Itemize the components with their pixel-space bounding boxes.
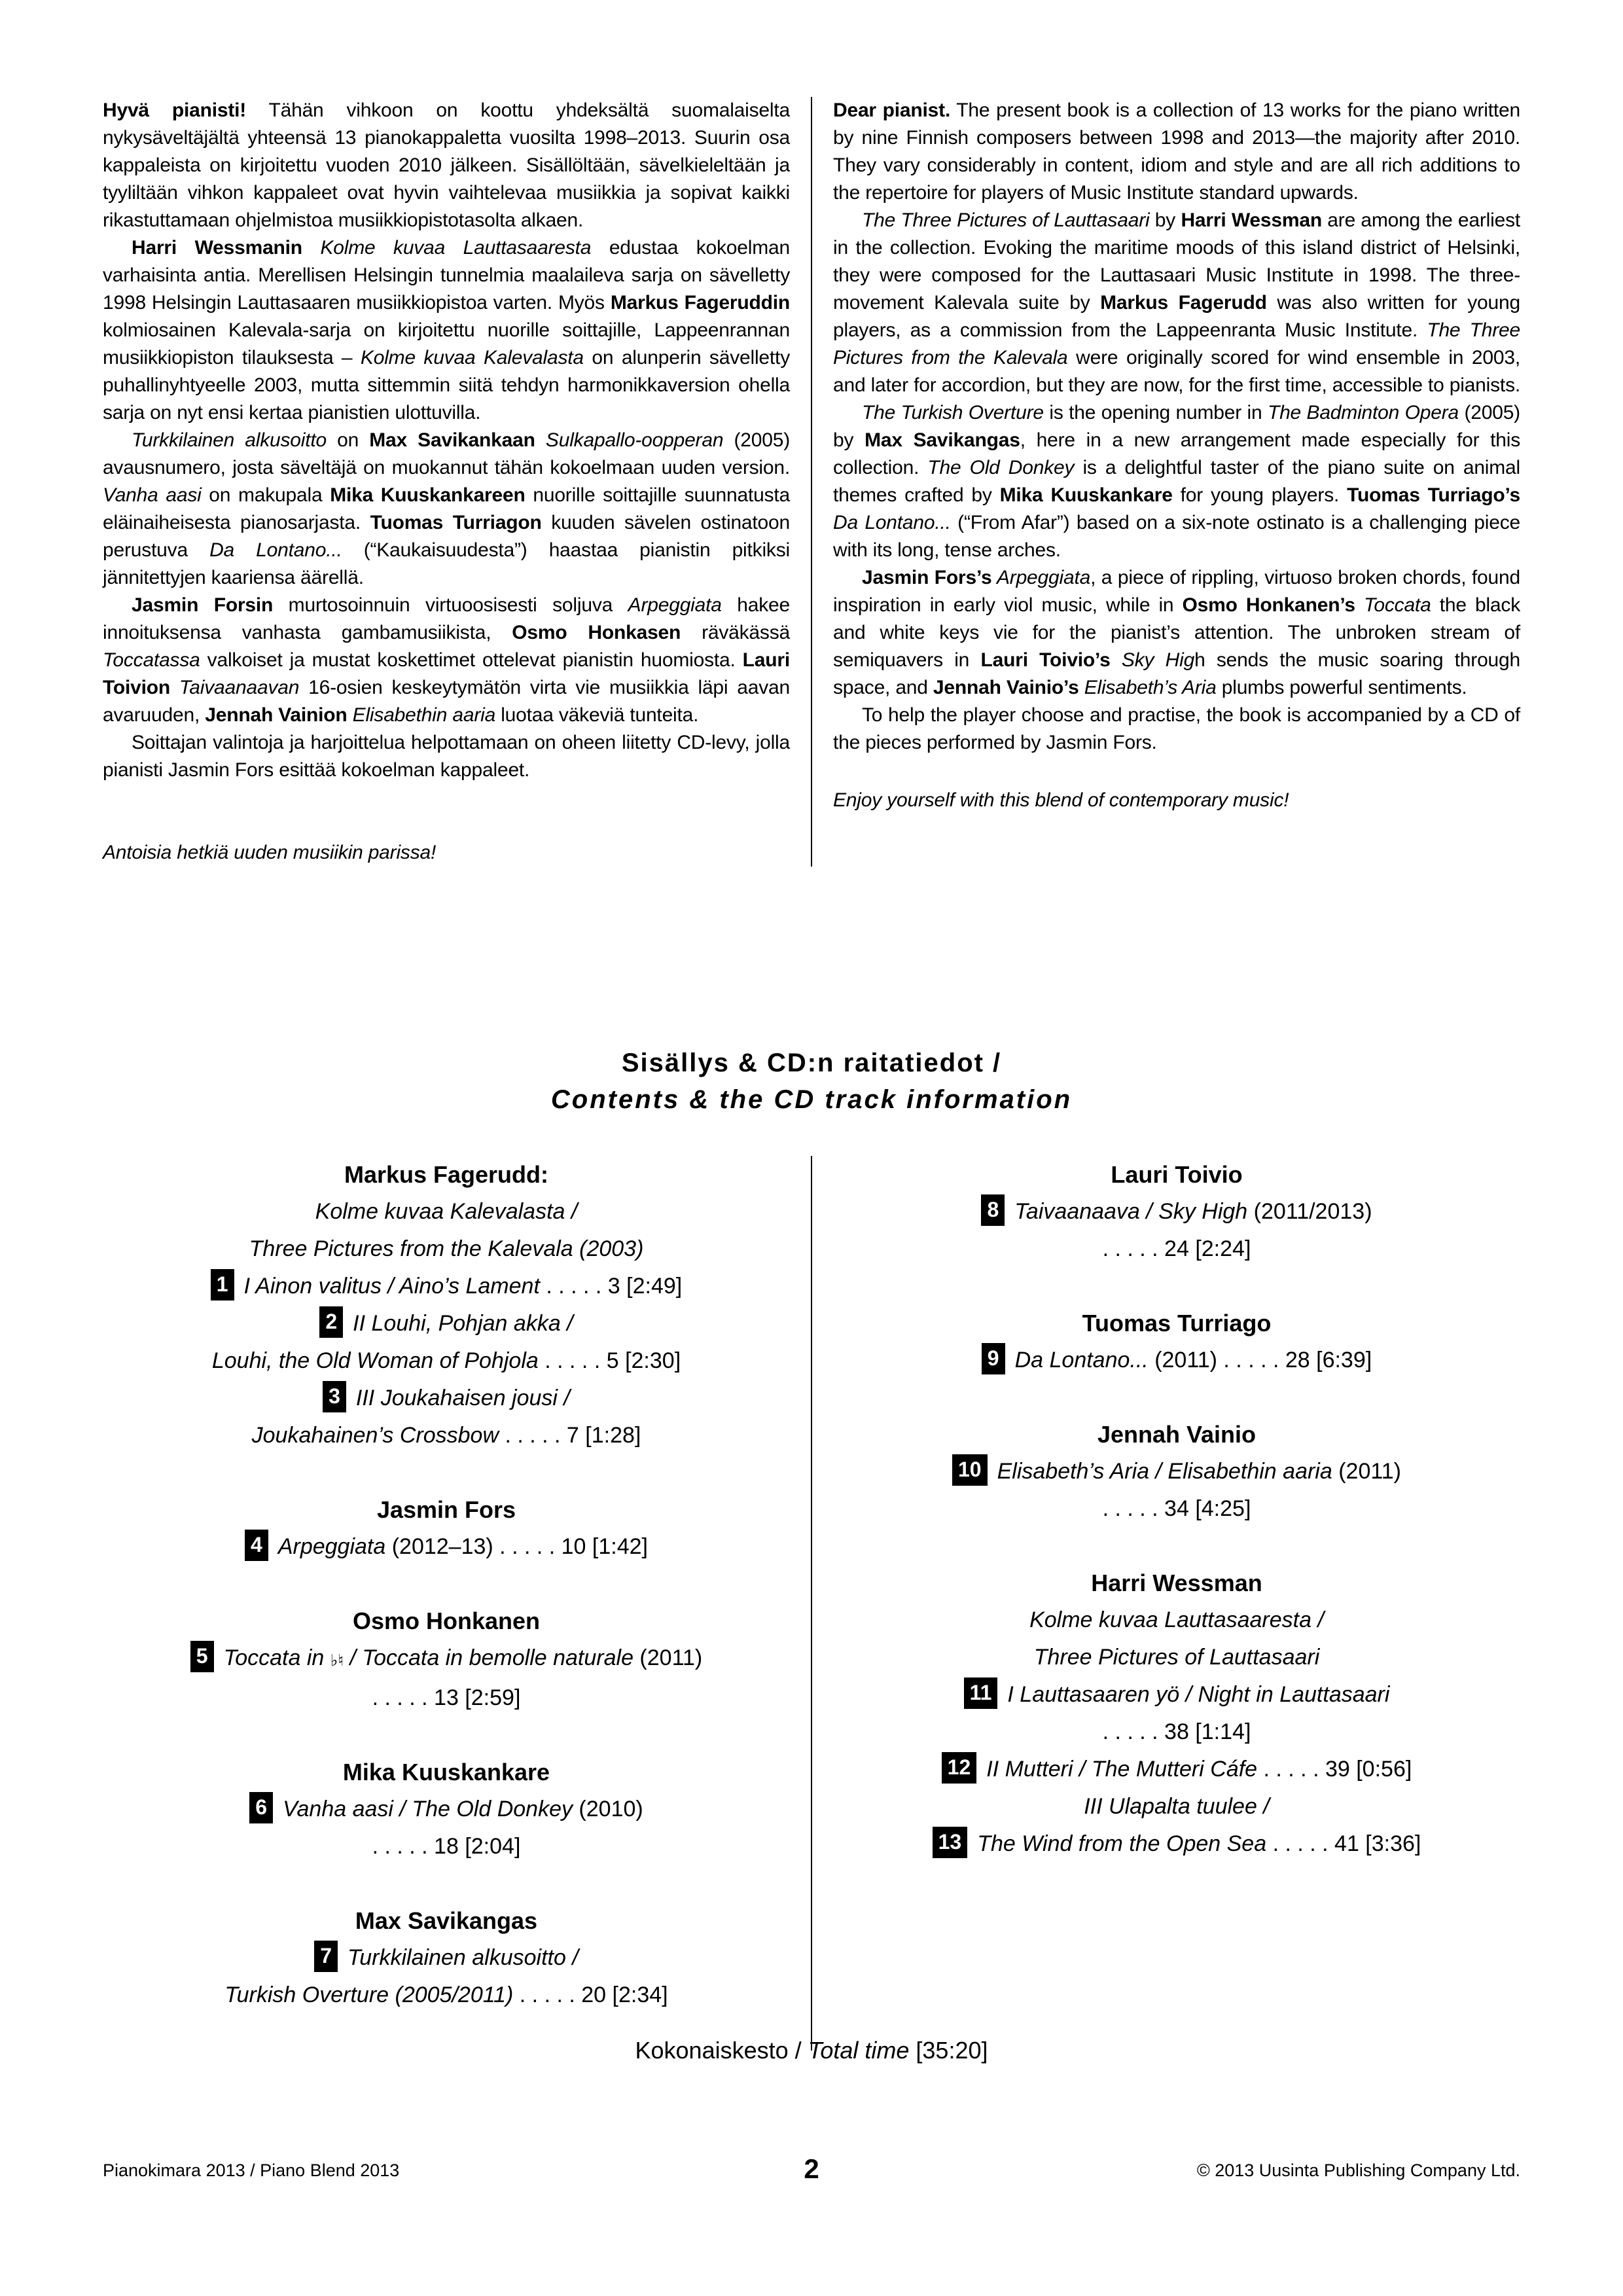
track-line-continued: . . . . . 18 [2:04]	[372, 1833, 521, 1859]
finnish-column	[103, 97, 790, 867]
track-line	[833, 1193, 1520, 1230]
paragraph: To help the player choose and practise, the book is accompanied by a CD of the pieces performed by Jasmin Fors.	[833, 704, 1520, 753]
track-line	[103, 1380, 790, 1417]
track-number-badge: 2	[319, 1306, 343, 1338]
track-title: II Mutteri / The Mutteri Cáfe . . . . . 39 [0:56]	[986, 1757, 1412, 1782]
footer-book-title: Pianokimara 2013 / Piano Blend 2013	[103, 2161, 400, 2180]
composer-group	[833, 1416, 1520, 1528]
track-title: I Ainon valitus / Aino’s Lament . . . . . 3 [2:49]	[243, 1274, 683, 1299]
suite-title-line: Three Pictures of Lauttasaari	[1033, 1645, 1320, 1670]
page-number: 2	[804, 2153, 819, 2184]
track-title: The Wind from the Open Sea . . . . . 41 [3:36]	[977, 1831, 1421, 1856]
composer-group	[833, 1304, 1520, 1379]
track-number-badge: 1	[211, 1269, 234, 1300]
track-number-badge: 10	[952, 1454, 988, 1486]
composer-group	[833, 1156, 1520, 1268]
composer-group	[103, 1902, 790, 2014]
page-footer	[103, 2147, 1520, 2186]
track-title: III Joukahaisen jousi /	[355, 1386, 570, 1410]
composer-name: Osmo Honkanen	[352, 1607, 541, 1634]
track-number-badge: 7	[314, 1941, 338, 1972]
composer-name: Jasmin Fors	[376, 1496, 516, 1523]
track-line	[103, 1791, 790, 1828]
paragraph: Turkkilainen alkusoitto on Max Savikankaan Sulkapallo-oopperan (2005) avausnumero, josta säveltäjä on muokannut tähän kokoelmaan uuden version. Vanha aasi on makupala Mika Kuuskankareen nuorille soittajille suunnatusta eläinaiheisesta pianosarjasta. Tuomas Turriagon kuuden sävelen ostinatoon perustuva Da Lontano... (“Kaukaisuudesta”) haastaa pianistin pitkiksi jännitettyjen kaariensa äärellä.	[103, 429, 791, 588]
paragraph: Jasmin Fors’s Arpeggiata, a piece of rippling, virtuoso broken chords, found inspiration in early viol music, while in Osmo Honkanen’s Toccata the black and white keys vie for the pianist’s attention. The unbroken stream of semiquavers in Lauri Toivio’s Sky High sends the music soaring through space, and Jennah Vainio’s Elisabeth’s Aria plumbs powerful sentiments.	[833, 567, 1521, 698]
track-title: Turkkilainen alkusoitto /	[348, 1945, 579, 1970]
track-line	[833, 1342, 1520, 1379]
composer-name: Max Savikangas	[355, 1907, 538, 1934]
track-title: Vanha aasi / The Old Donkey (2010)	[283, 1796, 643, 1821]
composer-group	[103, 1602, 790, 1717]
closing-line-finnish: Antoisia hetkiä uuden musiikin parissa!	[103, 842, 437, 863]
track-line	[833, 1676, 1520, 1713]
track-title: Taivaanaava / Sky High (2011/2013)	[1014, 1199, 1372, 1224]
composer-name: Markus Fagerudd:	[344, 1161, 549, 1188]
paragraph: Jasmin Forsin murtosoinnuin virtuoosisesti soljuva Arpeggiata hakee innoituksensa vanhasta gambamusiikista, Osmo Honkasen räväkässä Toccatassa valkoiset ja mustat koskettimet ottelevat pianistin huomiosta. Lauri Toivion Taivaanaavan 16-osien keskeytymätön virta vie musiikkia läpi aavan avaruuden, Jennah Vainion Elisabethin aaria luotaa väkeviä tunteita.	[103, 594, 790, 726]
english-column	[833, 97, 1520, 867]
track-line	[103, 1305, 790, 1342]
paragraph: Harri Wessmanin Kolme kuvaa Lauttasaaresta edustaa kokoelman varhaisinta antia. Merellisen Helsingin tunnelmia maalaileva sarja on sävelletty 1998 Helsingin Lauttasaaren musiikkiopistoa varten. Myös Markus Fageruddin kolmiosainen Kalevala-sarja on kirjoitettu nuorille soittajille, Lappeenrannan musiikkiopiston tilauksesta – Kolme kuvaa Kalevalasta on alunperin sävelletty puhallinyhtyeelle 2003, mutta sittemmin siitä tehdyn harmonikkaversion ohella sarja on nyt ensi kertaa pianistien ulottuvilla.	[103, 237, 790, 423]
track-line-continued: Joukahainen’s Crossbow . . . . . 7 [1:28]	[251, 1423, 641, 1448]
track-line	[833, 1751, 1520, 1788]
track-number-badge: 8	[981, 1194, 1005, 1226]
composer-group	[103, 1753, 790, 1865]
track-number-badge: 9	[982, 1343, 1005, 1374]
preface-section	[103, 97, 1520, 867]
suite-title-line: Three Pictures from the Kalevala (2003)	[249, 1236, 644, 1261]
paragraph: Soittajan valintoja ja harjoittelua helpottamaan on oheen liitetty CD-levy, jolla pianisti Jasmin Fors esittää kokoelman kappaleet.	[103, 732, 790, 781]
track-line-continued: . . . . . 13 [2:59]	[372, 1685, 521, 1710]
track-number-badge: 5	[190, 1641, 214, 1672]
column-divider	[811, 97, 812, 867]
track-number-badge: 13	[933, 1827, 968, 1858]
closing-line-english: Enjoy yourself with this blend of contemporary music!	[833, 789, 1289, 811]
composer-group	[833, 1564, 1520, 1863]
composer-group	[103, 1156, 790, 1454]
track-title: I Lauttasaaren yö / Night in Lauttasaari	[1007, 1682, 1390, 1707]
footer-copyright: © 2013 Uusinta Publishing Company Ltd.	[1196, 2161, 1520, 2180]
composer-name: Lauri Toivio	[1111, 1161, 1243, 1188]
contents-title-english: Contents & the CD track information	[550, 1085, 1073, 1114]
track-line	[103, 1640, 790, 1679]
track-line-continued: . . . . . 24 [2:24]	[1102, 1236, 1251, 1261]
track-number-badge: 6	[249, 1792, 273, 1823]
contents-right-column	[833, 1156, 1520, 2051]
track-number-badge: 12	[942, 1752, 977, 1784]
composer-name: Harri Wessman	[1091, 1570, 1262, 1596]
suite-title-line: III Ulapalta tuulee /	[1084, 1794, 1270, 1819]
track-title: II Louhi, Pohjan akka /	[353, 1311, 573, 1336]
track-number-badge: 3	[323, 1381, 346, 1412]
track-title: Toccata in ♭♮ / Toccata in bemolle naturale (2011)	[223, 1645, 703, 1670]
paragraph: Dear pianist. The present book is a collection of 13 works for the piano written by nine Finnish composers between 1998 and 2013—the majority after 2010. They vary considerably in content, idiom and style and are all rich additions to the repertoire for players of Music Institute standard upwards.	[833, 99, 1520, 204]
suite-title-line: Kolme kuvaa Kalevalasta /	[315, 1199, 578, 1224]
paragraph: The Three Pictures of Lauttasaari by Harri Wessman are among the earliest in the collection. Evoking the maritime moods of this island district of Helsinki, they were composed for the Lauttasaari Music Institute in 1998. The three-movement Kalevala suite by Markus Fagerudd was also written for young players, as a commission from the Lappeenranta Music Institute. The Three Pictures from the Kalevala were originally scored for wind ensemble in 2003, and later for accordion, but they are now, for the first time, accessible to pianists.	[833, 209, 1521, 396]
track-number-badge: 11	[964, 1677, 998, 1709]
track-line	[833, 1825, 1520, 1863]
total-time-line: Kokonaiskesto / Total time [35:20]	[635, 2037, 988, 2064]
paragraph: The Turkish Overture is the opening number in The Badminton Opera (2005) by Max Savikangas, here in a new arrangement made especially for this collection. The Old Donkey is a delightful taster of the piano suite on animal themes crafted by Mika Kuuskankare for young players. Tuomas Turriago’s Da Lontano... (“From Afar”) based on a six-note ostinato is a challenging piece with its long, tense arches.	[833, 402, 1521, 561]
track-number-badge: 4	[245, 1530, 268, 1561]
track-title: Da Lontano... (2011) . . . . . 28 [6:39]	[1014, 1348, 1372, 1372]
composer-name: Mika Kuuskankare	[342, 1758, 550, 1785]
track-line-continued: . . . . . 38 [1:14]	[1102, 1719, 1251, 1744]
contents-section	[103, 1156, 1520, 2051]
track-line	[103, 1528, 790, 1566]
contents-title-finnish: Sisällys & CD:n raitatiedot /	[621, 1049, 1002, 1077]
contents-left-column	[103, 1156, 790, 2051]
track-line	[103, 1939, 790, 1977]
track-title: Elisabeth’s Aria / Elisabethin aaria (2011)	[997, 1459, 1401, 1484]
track-line	[833, 1453, 1520, 1490]
track-line-continued: Turkish Overture (2005/2011) . . . . . 20 [2:34]	[224, 1982, 668, 2007]
paragraph: Hyvä pianisti! Tähän vihkoon on koottu yhdeksältä suomalaiselta nykysäveltäjältä yhteensä 13 pianokappaletta vuosilta 1998–2013. Suurin osa kappaleista on kirjoitettu vuoden 2010 jälkeen. Sisällöltään, sävelkieleltään ja tyyliltään vihkon kappaleet ovat hyvin vaihtelevaa musiikkia ja sopivat kaikki rikastuttamaan ohjelmistoa musiikkiopistotasolta alkaen.	[103, 99, 791, 231]
track-title: Arpeggiata (2012–13) . . . . . 10 [1:42]	[277, 1534, 648, 1559]
track-line-continued: Louhi, the Old Woman of Pohjola . . . . . 5 [2:30]	[211, 1348, 681, 1373]
suite-title-line: Kolme kuvaa Lauttasaaresta /	[1029, 1607, 1324, 1632]
track-line-continued: . . . . . 34 [4:25]	[1102, 1496, 1251, 1521]
composer-name: Tuomas Turriago	[1082, 1310, 1272, 1336]
column-divider	[811, 1156, 812, 2051]
composer-name: Jennah Vainio	[1097, 1421, 1257, 1448]
contents-title	[0, 1045, 1623, 1118]
track-line	[103, 1268, 790, 1305]
composer-group	[103, 1491, 790, 1566]
